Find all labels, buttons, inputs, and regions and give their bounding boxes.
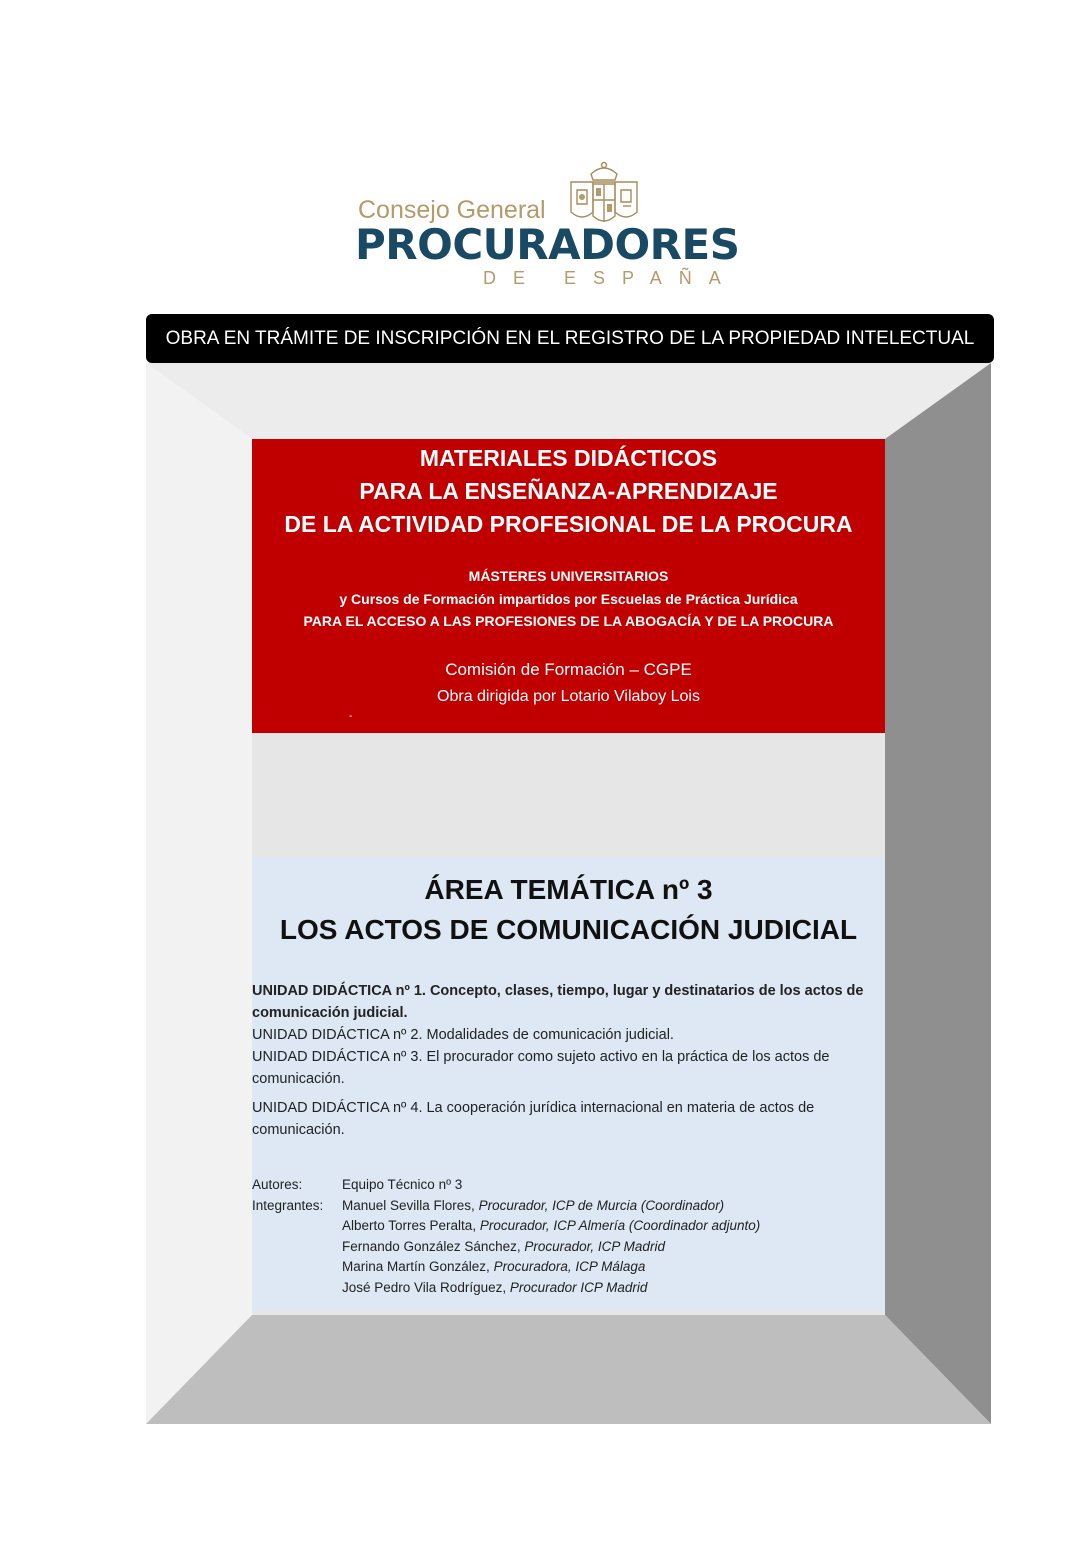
member-row (252, 1257, 760, 1278)
member-role: Procurador, ICP de Murcia (Coordinador) (478, 1197, 725, 1213)
materials-title (252, 442, 885, 541)
unit-4: UNIDAD DIDÁCTICA nº 4. La cooperación jurídica internacional en materia de actos de comunicación. (252, 1100, 815, 1138)
member-name: Marina Martín González, (342, 1259, 490, 1274)
frame-right (885, 363, 991, 1424)
area-subtitle: LOS ACTOS DE COMUNICACIÓN JUDICIAL (279, 914, 858, 945)
member-name: José Pedro Vila Rodríguez, (342, 1279, 507, 1295)
member-name: Manuel Sevilla Flores, (342, 1197, 475, 1213)
coat-of-arms-icon (563, 160, 645, 228)
unit-1-text: UNIDAD DIDÁCTICA nº 1. Concepto, clases, tiempo, lugar y destinatarios de los actos de comunicación judicial. (252, 983, 864, 1021)
logo-line-procuradores: PROCURADORES (355, 220, 740, 269)
area-title: ÁREA TEMÁTICA nº 3 (424, 874, 713, 905)
frame-left (146, 363, 252, 1424)
members-label: Integrantes: (252, 1197, 324, 1213)
registration-banner: OBRA EN TRÁMITE DE INSCRIPCIÓN EN EL REGISTRO DE LA PROPIEDAD INTELECTUAL (146, 314, 994, 363)
title-line: DE LA ACTIVIDAD PROFESIONAL DE LA PROCURA (284, 511, 853, 537)
frame-bottom (146, 1315, 991, 1424)
member-role: Procurador, ICP Almería (Coordinador adjunto) (479, 1218, 761, 1233)
materials-subtitle (252, 565, 885, 633)
subtitle-line: MÁSTERES UNIVERSITARIOS (468, 568, 669, 584)
member-row (252, 1216, 760, 1237)
authors-label: Autores: (252, 1177, 303, 1192)
member-name: Fernando González Sánchez, (342, 1238, 521, 1254)
dash-mark: - (349, 711, 353, 722)
unit-3: UNIDAD DIDÁCTICA nº 3. El procurador como sujeto activo en la práctica de los actos de comunicación. (252, 1049, 830, 1087)
work-director: Obra dirigida por Lotario Vilaboy Lois (437, 688, 700, 705)
subtitle-line: y Cursos de Formación impartidos por Escuelas de Práctica Jurídica (339, 590, 798, 607)
unit-1 (252, 980, 892, 1024)
member-row (252, 1237, 760, 1258)
logo-line-espana: DE ESPAÑA (483, 268, 738, 288)
authors-block (252, 1175, 760, 1298)
area-heading (252, 870, 885, 950)
member-role: Procuradora, ICP Málaga (493, 1259, 646, 1274)
member-role: Procurador ICP Madrid (509, 1279, 648, 1295)
authors-value: Equipo Técnico nº 3 (342, 1177, 463, 1192)
materials-title-box (252, 439, 885, 733)
unit-2: UNIDAD DIDÁCTICA nº 2. Modalidades de comunicación judicial. (252, 1027, 674, 1043)
member-row (252, 1278, 760, 1299)
title-line: MATERIALES DIDÁCTICOS (419, 445, 718, 471)
logo-line-consejo: Consejo General (358, 196, 546, 224)
member-row (252, 1196, 760, 1217)
logo (355, 160, 740, 295)
title-line: PARA LA ENSEÑANZA-APRENDIZAJE (359, 478, 778, 504)
subtitle-line: PARA EL ACCESO A LAS PROFESIONES DE LA ABOGACÍA Y DE LA PROCURA (303, 613, 834, 629)
frame-top (146, 363, 991, 439)
commission-name: Comisión de Formación – CGPE (445, 660, 692, 679)
member-name: Alberto Torres Peralta, (342, 1218, 477, 1233)
member-role: Procurador, ICP Madrid (524, 1238, 665, 1254)
authors-row (252, 1175, 760, 1196)
thematic-area-box (252, 857, 885, 1311)
